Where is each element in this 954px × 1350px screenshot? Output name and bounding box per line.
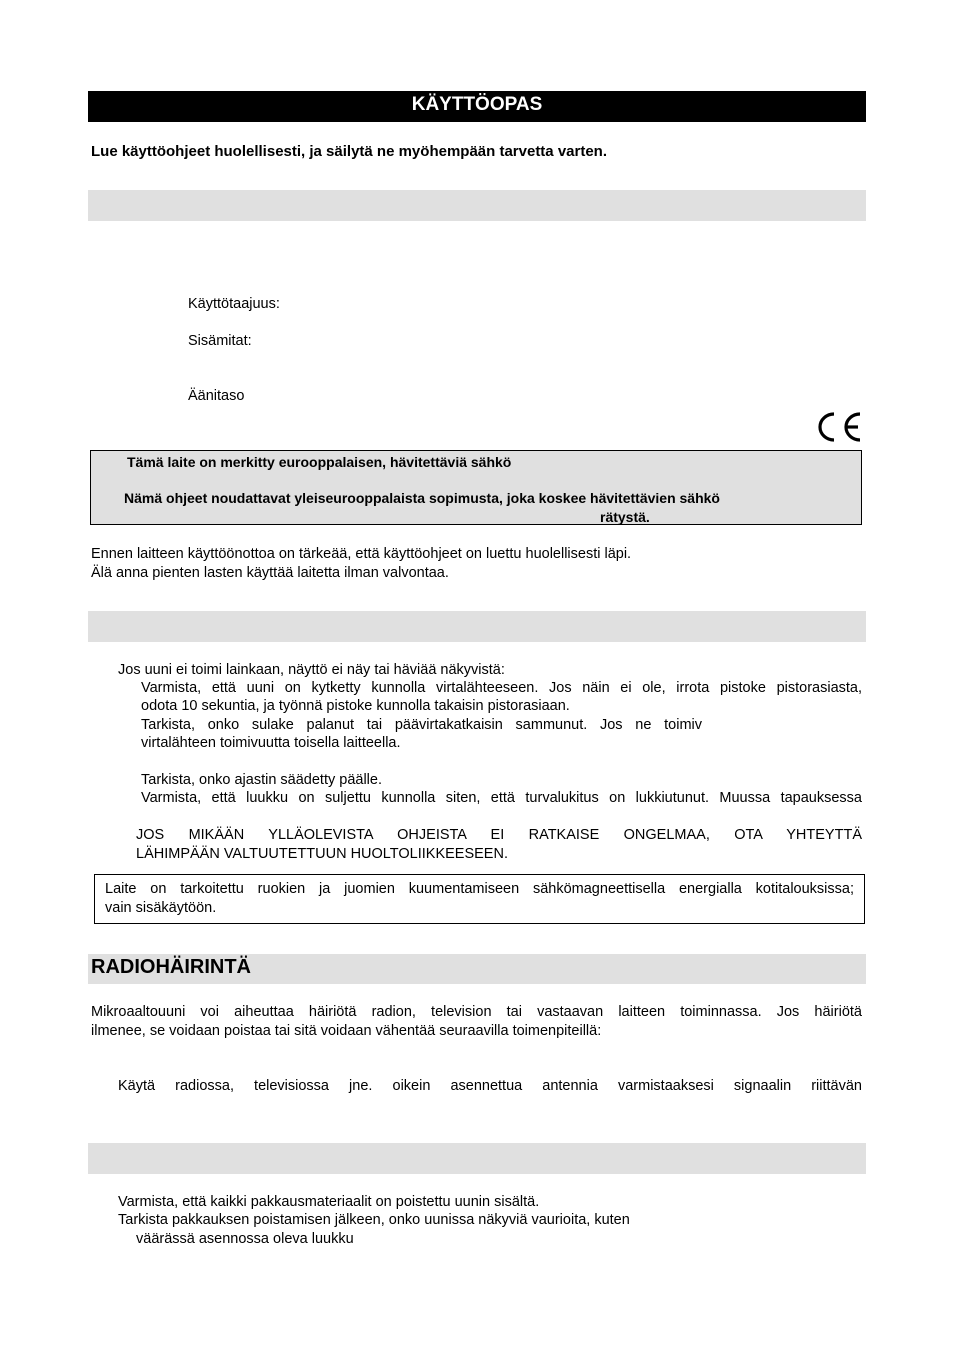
troubleshoot-intro: Jos uuni ei toimi lainkaan, näyttö ei näy tai häviää näkyvistä: <box>118 662 505 678</box>
weee-line-1: Tämä laite on merkitty eurooppalaisen, hävitettäviä sähkö <box>127 454 512 470</box>
safety-line-2: Älä anna pienten lasten käyttää laitetta ilman valvontaa. <box>91 565 449 581</box>
section-bar-unpacking <box>88 1143 866 1174</box>
unpacking-line-3: väärässä asennossa oleva luukku <box>136 1231 354 1247</box>
spec-noise-label: Äänitaso <box>188 388 245 404</box>
radio-item-1: Käytä radiossa, televisiossa jne. oikein asennettua antennia varmistaaksesi signaalin riittävän <box>118 1078 862 1094</box>
weee-line-2: Nämä ohjeet noudattavat yleiseurooppalaista sopimusta, joka koskee hävitettävien sähkö <box>124 490 720 506</box>
page-title: KÄYTTÖOPAS <box>88 91 866 122</box>
intended-use-notice-box <box>94 874 865 924</box>
unpacking-line-2: Tarkista pakkauksen poistamisen jälkeen, onko uunissa näkyviä vaurioita, kuten <box>118 1212 630 1228</box>
notice-line-2: vain sisäkäytöön. <box>105 900 217 916</box>
troubleshoot-item-3: Tarkista, onko ajastin säädetty päälle. <box>141 772 382 788</box>
radio-interference-heading: RADIOHÄIRINTÄ <box>88 954 866 984</box>
troubleshoot-item-4: Varmista, että luukku on suljettu kunnolla siten, että turvalukitus on lukkiutunut. Muussa tapauksessa <box>141 790 862 806</box>
spec-dimensions-label: Sisämitat: <box>188 333 252 349</box>
troubleshoot-item-2-line-1: Tarkista, onko sulake palanut tai päävirtakatkaisin sammunut. Jos ne toimiv <box>141 717 702 733</box>
unpacking-line-1: Varmista, että kaikki pakkausmateriaalit on poistettu uunin sisältä. <box>118 1194 540 1210</box>
radio-para-line-1: Mikroaaltouuni voi aiheuttaa häiriötä radion, television tai vastaavan laitteen toiminnassa. Jos häiriötä <box>91 1004 862 1020</box>
spec-frequency-label: Käyttötaajuus: <box>188 296 280 312</box>
troubleshoot-item-1-line-1: Varmista, että uuni on kytketty kunnolla virtalähteeseen. Jos näin ei ole, irrota pistoke pistorasiasta, <box>141 680 862 696</box>
section-bar-specifications <box>88 190 866 221</box>
weee-line-3: rätystä. <box>600 509 650 525</box>
section-bar-troubleshooting <box>88 611 866 642</box>
notice-line-1: Laite on tarkoitettu ruokien ja juomien kuumentamiseen sähkömagneettisella energialla kotitalouksissa; <box>105 881 854 897</box>
troubleshoot-contact-line-2: LÄHIMPÄÄN VALTUUTETTUUN HUOLTOLIIKKEESEEN. <box>136 846 508 862</box>
safety-line-1: Ennen laitteen käyttöönottoa on tärkeää, että käyttöohjeet on luettu huolellisesti läpi. <box>91 546 632 562</box>
weee-notice-box <box>90 450 862 525</box>
troubleshoot-contact-line-1: JOS MIKÄÄN YLLÄOLEVISTA OHJEISTA EI RATKAISE ONGELMAA, OTA YHTEYTTÄ <box>136 827 862 843</box>
intro-text: Lue käyttöohjeet huolellisesti, ja säilytä ne myöhempään tarvetta varten. <box>91 143 608 160</box>
ce-mark-icon <box>815 410 863 444</box>
troubleshoot-item-2-line-2: virtalähteen toimivuutta toisella laitteella. <box>141 735 401 751</box>
troubleshoot-item-1-line-2: odota 10 sekuntia, ja työnnä pistoke kunnolla takaisin pistorasiaan. <box>141 698 570 714</box>
radio-para-line-2: ilmenee, se voidaan poistaa tai sitä voidaan vähentää seuraavilla toimenpiteillä: <box>91 1023 602 1039</box>
